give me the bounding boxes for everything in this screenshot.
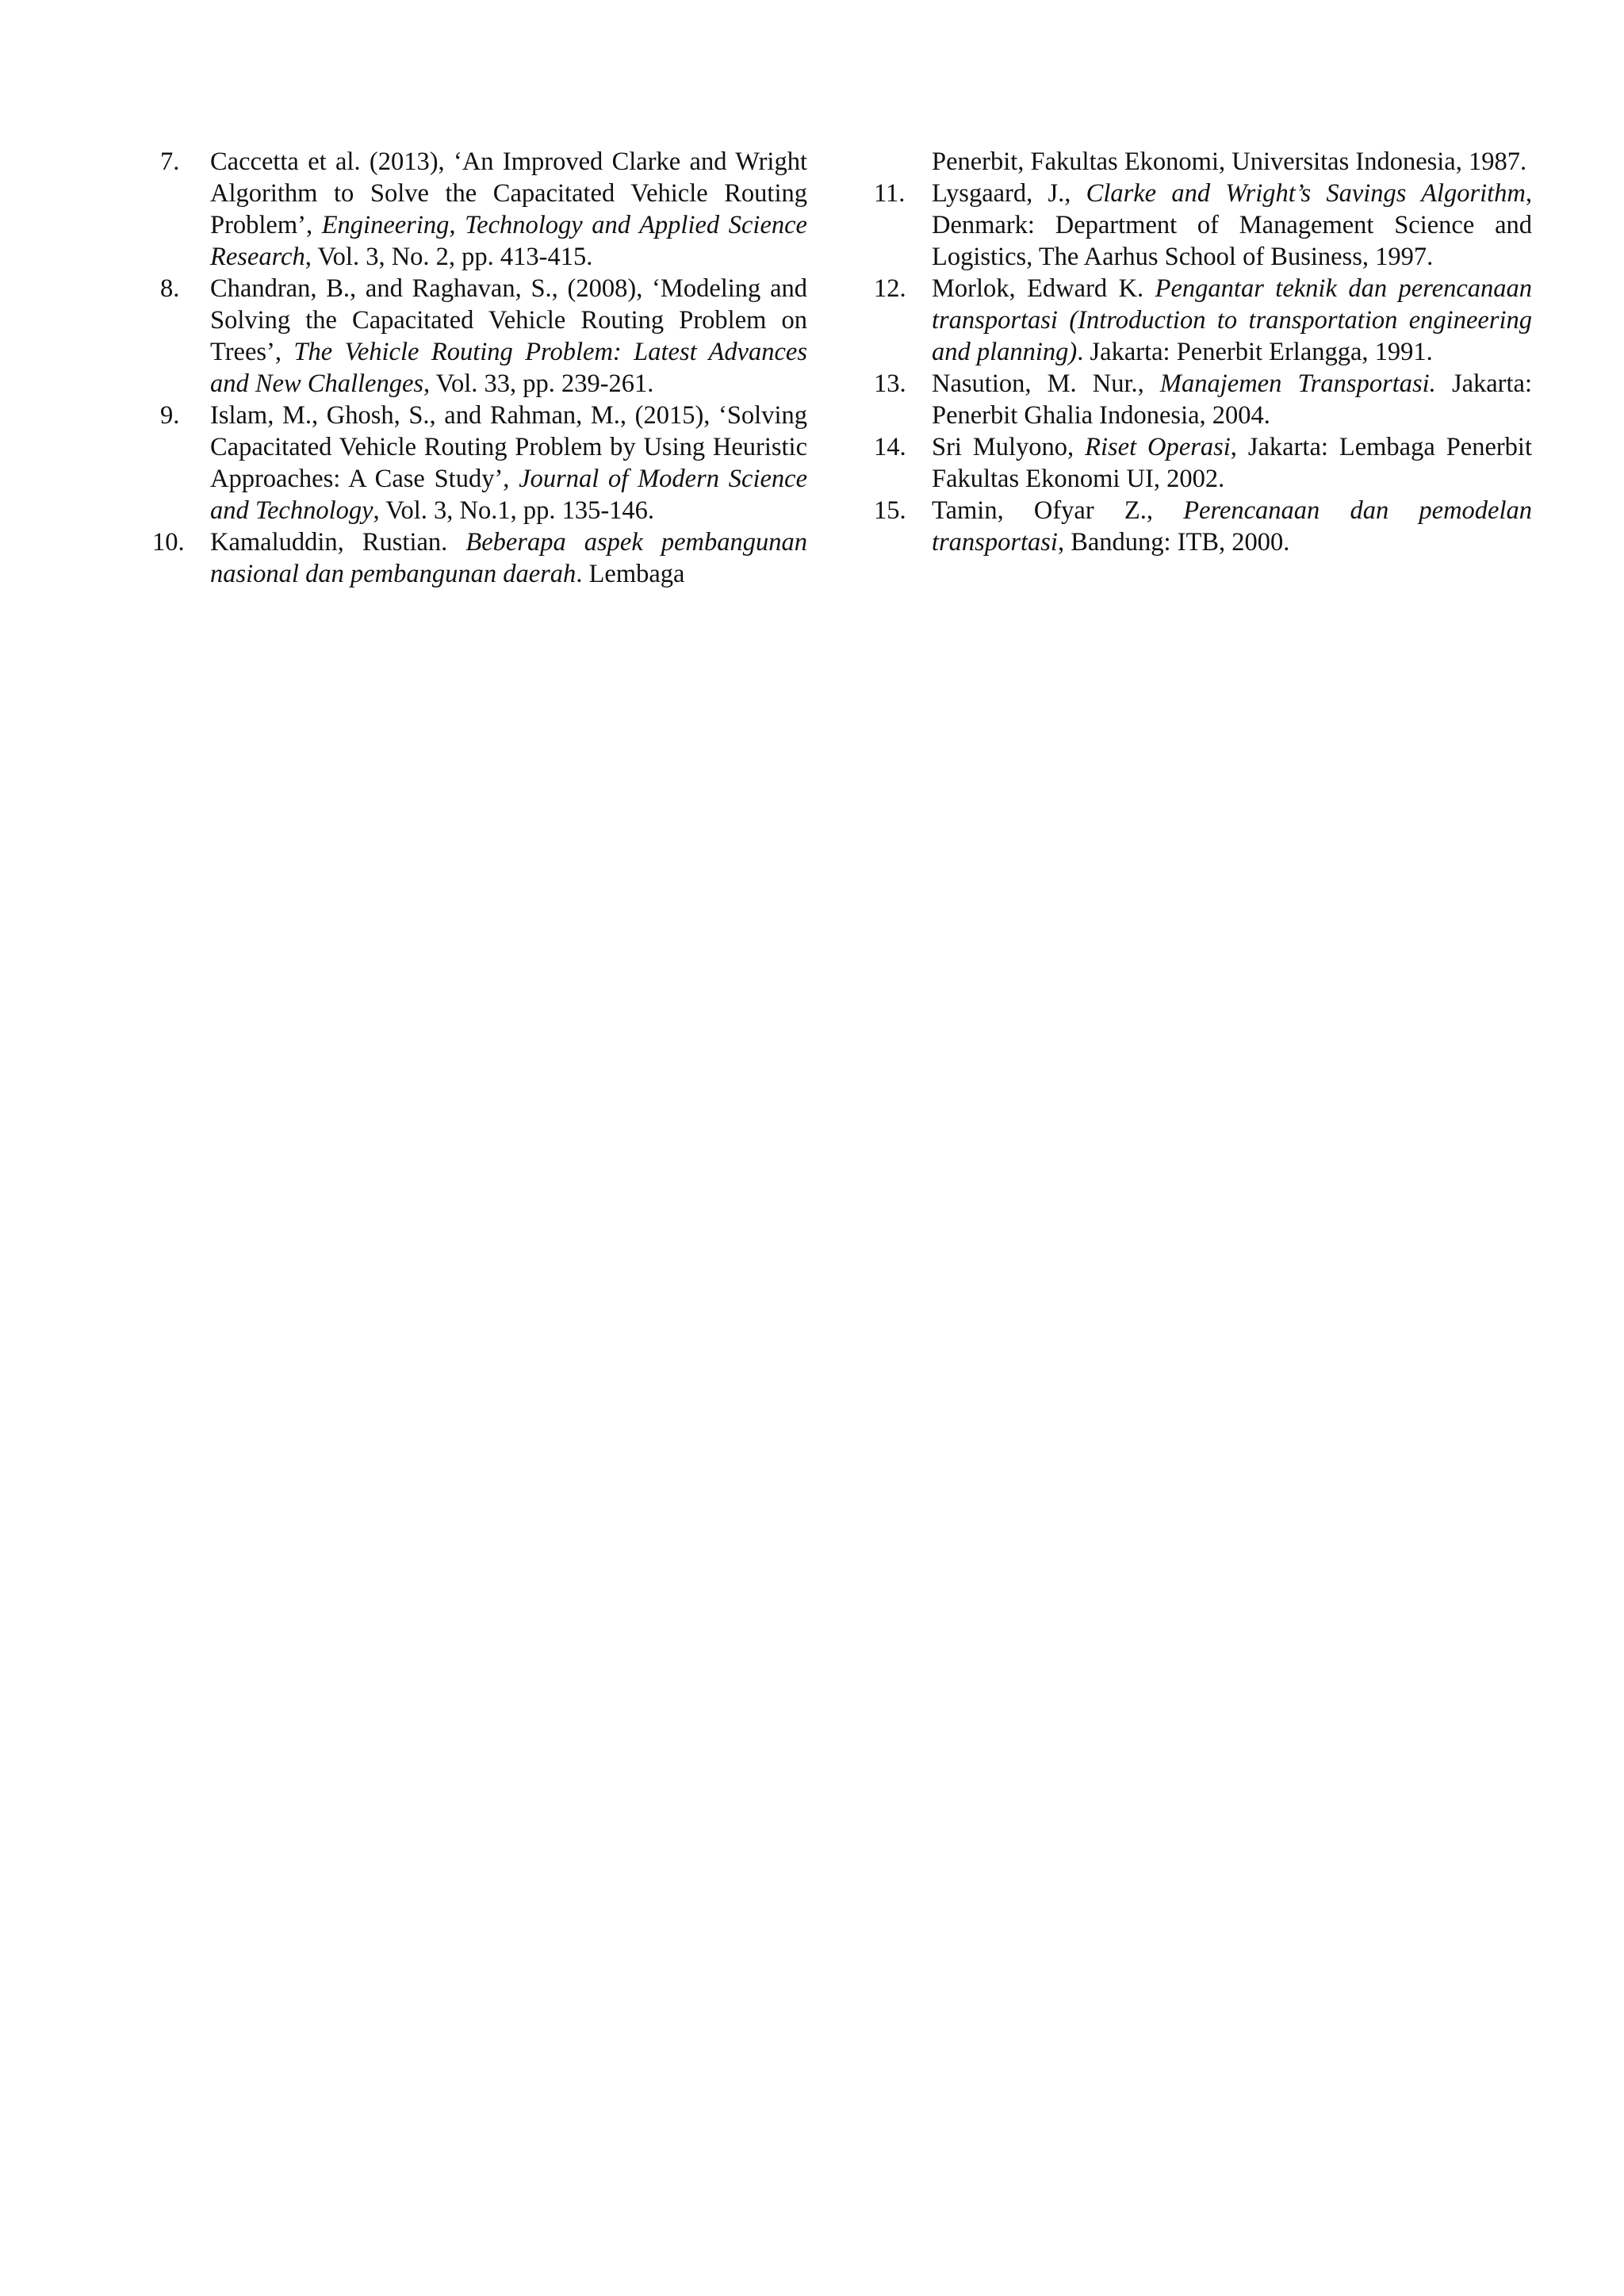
reference-entry [160, 273, 807, 400]
reference-entry [874, 178, 1533, 273]
reference-title-italic: Manajemen Transportasi. [1159, 369, 1436, 398]
reference-number: 12. [874, 274, 906, 303]
reference-text: Nasution, M. Nur., [932, 369, 1160, 398]
reference-text: Kamaluddin, Rustian. [210, 528, 466, 557]
reference-text: Chandran, B., and Raghavan, S., (2008), ‘Modeling and Solving the Capacitated Vehicle Routing Problem on Trees’, [210, 274, 807, 366]
reference-text: , Jakarta: Lembaga Penerbit Fakultas Ekonomi UI, 2002. [932, 433, 1532, 493]
reference-text: Sri Mulyono, [932, 433, 1086, 461]
reference-title-italic: Clarke and Wright’s Savings Algorithm [1086, 179, 1526, 208]
reference-text: , Bandung: ITB, 2000. [1057, 528, 1290, 557]
reference-text: , Vol. 3, No. 2, pp. 413-415. [304, 243, 593, 271]
reference-number: 7. [160, 147, 180, 176]
reference-entry [874, 368, 1532, 431]
reference-text: , Denmark: Department of Management Science and Logistics, The Aarhus School of Business, 1997. [932, 179, 1533, 271]
reference-title-italic: Riset Operasi [1085, 433, 1231, 461]
reference-title-italic: Engineering, Technology and Applied Science Research [210, 211, 807, 271]
reference-entry [882, 146, 1532, 178]
reference-text: , Vol. 33, pp. 239-261. [423, 369, 654, 398]
reference-number: 11. [874, 179, 906, 208]
reference-title-italic: The Vehicle Routing Problem: Latest Advances and New Challenges [210, 338, 808, 398]
reference-title-italic: Pengantar teknik dan perencanaan transportasi (Introduction to transportation engineering and planning) [932, 274, 1532, 366]
reference-text: Morlok, Edward K. [932, 274, 1155, 303]
reference-entry [874, 495, 1533, 558]
reference-text: . Jakarta: Penerbit Erlangga, 1991. [1077, 338, 1433, 366]
reference-entry [874, 273, 1532, 368]
reference-number: 10. [152, 528, 185, 557]
reference-text: Jakarta: Penerbit Ghalia Indonesia, 2004. [932, 369, 1532, 430]
reference-text: , Vol. 3, No.1, pp. 135-146. [373, 496, 655, 525]
reference-title-italic: Beberapa aspek pembangunan nasional dan pembangunan daerah [210, 528, 807, 588]
reference-text: Lysgaard, J., [932, 179, 1086, 208]
reference-entry [874, 431, 1532, 495]
references-column-left [152, 146, 808, 590]
reference-title-italic: Journal of Modern Science and Technology [210, 465, 807, 525]
reference-title-italic: Perencanaan dan pemodelan transportasi [932, 496, 1533, 557]
reference-number: 9. [160, 401, 180, 430]
reference-text: Islam, M., Ghosh, S., and Rahman, M., (2015), ‘Solving Capacitated Vehicle Routing Problem by Using Heuristic Approaches: A Case Study’, [210, 401, 807, 493]
reference-number: 14. [874, 433, 906, 461]
reference-number: 13. [874, 369, 906, 398]
reference-entry [152, 526, 807, 590]
reference-text: . Lembaga [576, 560, 685, 588]
reference-text: Caccetta et al. (2013), ‘An Improved Clarke and Wright Algorithm to Solve the Capacitated Vehicle Routing Problem’, [210, 147, 807, 239]
reference-number: 8. [160, 274, 180, 303]
reference-text: Penerbit, Fakultas Ekonomi, Universitas Indonesia, 1987. [932, 147, 1527, 176]
reference-entry [160, 146, 807, 273]
reference-number: 15. [874, 496, 906, 525]
references-column-right [874, 146, 1533, 558]
reference-text: Tamin, Ofyar Z., [932, 496, 1184, 525]
reference-entry [160, 400, 807, 526]
